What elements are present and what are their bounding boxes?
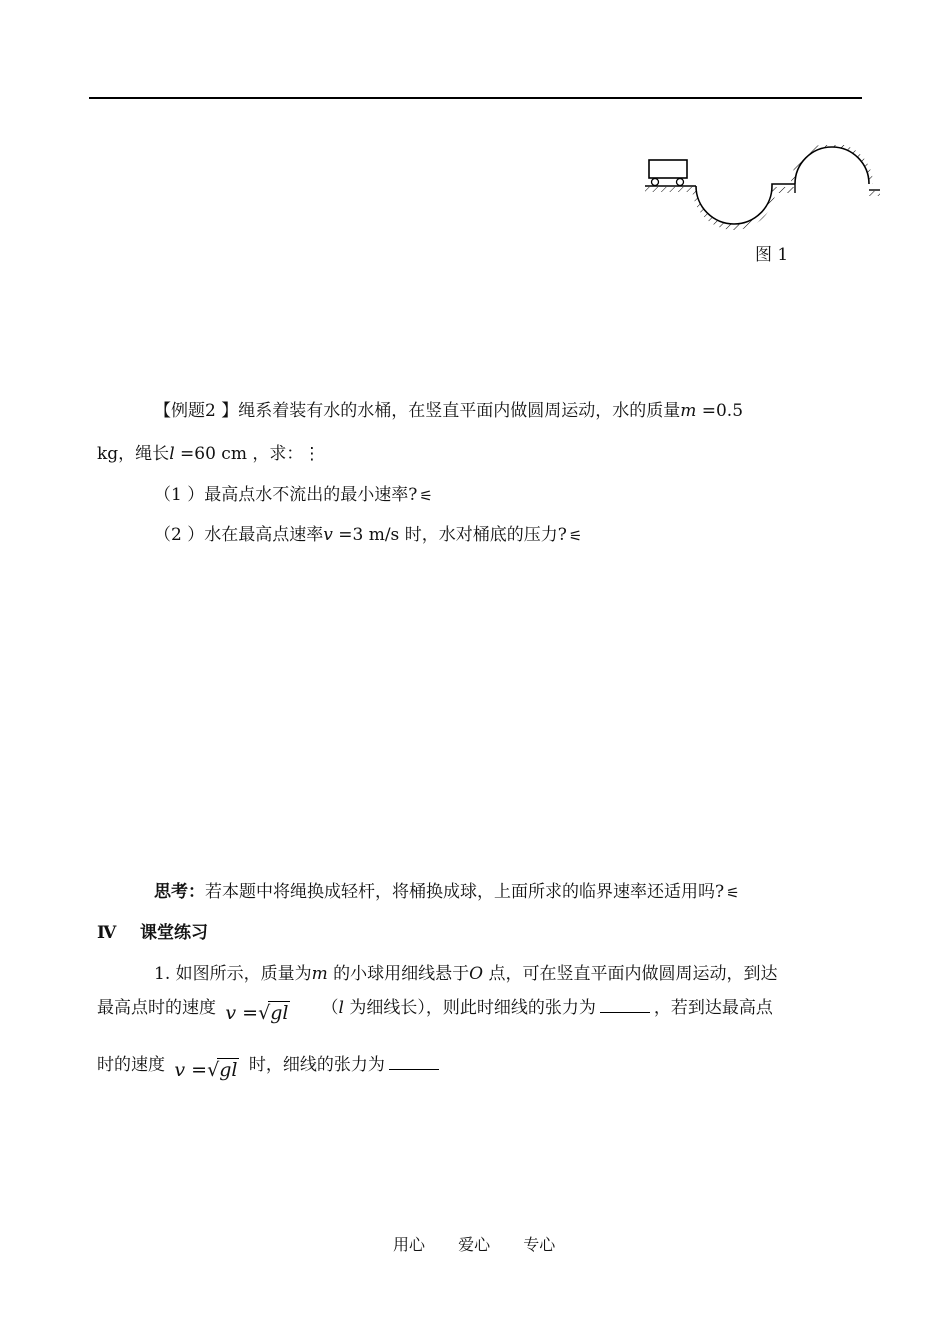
var-m: m	[680, 401, 697, 421]
exercise-text: 时，细线的张力为	[248, 1055, 385, 1075]
footer-item: 用心	[393, 1235, 426, 1254]
exercise-text: 点，可在竖直平面内做圆周运动，到达	[483, 964, 778, 984]
example2-line1	[154, 396, 743, 421]
section-numeral: Ⅳ	[97, 923, 117, 943]
exercise-text: 1. 如图所示，质量为	[154, 964, 312, 984]
formula-lhs: v =	[174, 1059, 208, 1081]
cart-wheel	[652, 179, 659, 186]
var-l: l	[169, 444, 175, 464]
example2-line2	[97, 439, 320, 464]
question-text: （2 ）水在最高点速率	[154, 525, 324, 545]
exercise-text: ，若到达最高点	[653, 998, 773, 1018]
figure-caption: 图 1	[755, 245, 789, 265]
velocity-formula: v =√gl	[225, 1002, 289, 1024]
footer-item: 爱心	[458, 1235, 491, 1254]
exercise-text: 为细线长），则此时细线的张力为	[343, 998, 596, 1018]
length-value: =60 cm ，求：⋮	[180, 444, 321, 464]
think-label: 思考：	[154, 882, 205, 902]
formula-lhs: v =	[225, 1002, 259, 1024]
exercise-text: （	[321, 998, 339, 1018]
example2-question-2	[154, 520, 582, 545]
var-m: m	[311, 964, 328, 984]
velocity-formula: v =√gl	[174, 1059, 238, 1081]
exercise1-line1	[154, 959, 778, 984]
exercise-text: 的小球用细线悬于	[327, 964, 470, 984]
var-l: l	[338, 998, 344, 1018]
answer-blank[interactable]	[389, 1053, 439, 1070]
exercise1-line2	[97, 993, 773, 1024]
reference-mark-icon: ⚟	[726, 883, 740, 902]
formula-radicand: gl	[219, 1059, 238, 1081]
question-text: （1 ）最高点水不流出的最小速率?	[154, 485, 418, 505]
example2-text: 【例题2 】绳系着装有水的水桶，在竖直平面内做圆周运动，水的质量	[154, 401, 681, 421]
exercise1-line3	[97, 1050, 443, 1081]
exercise-text: 时的速度	[97, 1055, 165, 1075]
page-footer	[393, 1232, 583, 1255]
section-heading	[97, 918, 208, 943]
reference-mark-icon: ⚟	[568, 526, 583, 545]
formula-radicand: gl	[270, 1002, 289, 1024]
example2-text: kg，绳长	[97, 444, 170, 464]
question-text: =3 m/s 时，水对桶底的压力?	[338, 525, 567, 545]
think-text: 若本题中将绳换成轻杆，将桶换成球，上面所求的临界速率还适用吗?	[205, 882, 725, 902]
cart-body	[649, 160, 687, 178]
section-title: 课堂练习	[139, 923, 208, 943]
track-diagram	[640, 145, 885, 240]
think-paragraph	[154, 877, 740, 902]
cart-wheel	[677, 179, 684, 186]
mass-value: =0.5	[701, 401, 744, 421]
var-v: v	[323, 525, 333, 545]
var-o: O	[469, 964, 484, 984]
answer-blank[interactable]	[600, 996, 650, 1013]
exercise-text: 最高点时的速度	[97, 998, 216, 1018]
footer-item: 专心	[523, 1235, 556, 1254]
example2-question-1	[154, 480, 433, 505]
header-rule	[89, 97, 862, 99]
reference-mark-icon: ⚟	[419, 486, 433, 505]
